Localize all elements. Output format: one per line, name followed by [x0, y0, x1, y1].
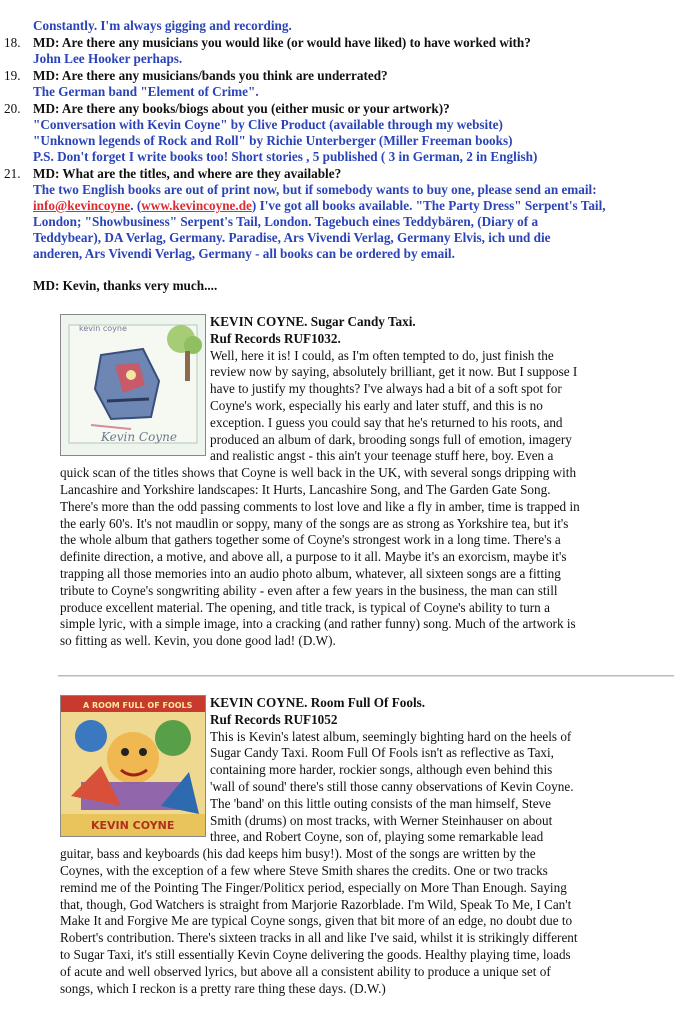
- review-label: Ruf Records RUF1052: [210, 711, 338, 727]
- answer-text: Teddybear), DA Verlag, Germany. Paradise, Ars Vivendi Verlag, Germany Elvis, ich und die: [33, 230, 551, 245]
- closing-thanks: MD: Kevin, thanks very much....: [33, 278, 218, 293]
- question-number: 18.: [4, 35, 21, 50]
- question-text: MD: Are there any books/biogs about you (either music or your artwork)?: [33, 101, 450, 116]
- answer-text: John Lee Hooker perhaps.: [33, 51, 183, 66]
- answer-text: London; "Showbusiness" Serpent's Tail, London. Tagebuch eines Teddybären, (Diary of a: [33, 214, 539, 229]
- answer-text: anderen, Ars Vivendi Verlag, Germany - all books can be ordered by email.: [33, 246, 455, 261]
- answer-text: The two English books are out of print now, but if somebody wants to buy one, please send an email:: [33, 182, 597, 197]
- website-link[interactable]: www.kevincoyne.de: [141, 198, 252, 213]
- album-cover-sugar-candy-taxi: [60, 314, 206, 456]
- album-cover-room-full-of-fools: [60, 695, 206, 837]
- answer-text: . (: [130, 198, 142, 213]
- answer-text: ) I've got all books available. "The Party Dress" Serpent's Tail,: [251, 198, 606, 213]
- cover-lettering: Kevin Coyne: [101, 430, 177, 444]
- review-body: This is Kevin's latest album, seemingly bighting hard on the heels of Sugar Candy Taxi. Room Full Of Fools isn't as reflective as Taxi, containing more harder, rockier songs, although even behind this 'wall of sound' there's still those canny observations of Kevin Coyne. The 'band' on this little outing consists of the man himself, Steve Smith (drums) on most tracks, with Werner Steinhauser on about three, and Robert Coyne, son of, playing some remarkable lead guitar, bass and keyboards (his dad keeps him busy!). Most of the songs are written by the Coynes, with the exception of a few where Steve Smith shares the credits. One or two tracks remind me of the Pointing The Finger/Politicx period, especially on More Than Enough. Saying that, though, God Watchers is straight from Marjorie Razorblade. I'm Wild, Speak To Me, I Can't Make It and Forgive Me are typical Coyne songs, given that bit more of an edge, no doubt due to Robert's contribution. There's sixteen tracks in all and like I've said, whilst it is strikingly different to Sugar Taxi, it's still essentially Kevin Coyne delivering the goods. Healthy playing time, loads of acute and well observed lyrics, but above all a consistent ability to produce a unique set of songs, which I reckon is a pretty rare thing these days. (D.W.): [60, 728, 578, 996]
- album-cover-art: [61, 696, 205, 836]
- question-number: 20.: [4, 101, 21, 116]
- question-number: 21.: [4, 166, 21, 181]
- answer-text-with-links: [33, 198, 606, 214]
- question-text: MD: Are there any musicians/bands you think are underrated?: [33, 68, 388, 83]
- review-title: KEVIN COYNE. Room Full Of Fools.: [210, 695, 426, 710]
- divider: [58, 675, 674, 677]
- review-sugar-candy-taxi: [60, 314, 580, 650]
- answer-text: "Conversation with Kevin Coyne" by Clive Product (available through my website): [33, 117, 503, 132]
- question-text: MD: Are there any musicians you would like (or would have liked) to have worked with?: [33, 35, 531, 50]
- answer-text: P.S. Don't forget I write books too! Short stories , 5 published ( 3 in German, 2 in English): [33, 149, 538, 164]
- question-text: MD: What are the titles, and where are they available?: [33, 166, 342, 181]
- answer-text: "Unknown legends of Rock and Roll" by Richie Unterberger (Miller Freeman books): [33, 133, 513, 148]
- review-room-full-of-fools: [60, 695, 580, 997]
- cover-lettering: KEVIN COYNE: [91, 819, 175, 832]
- intro-answer: Constantly. I'm always gigging and recording.: [33, 18, 292, 33]
- review-label: Ruf Records RUF1032.: [210, 330, 341, 346]
- answer-text: The German band "Element of Crime".: [33, 84, 259, 99]
- cover-lettering: kevin coyne: [79, 324, 127, 333]
- review-title: KEVIN COYNE. Sugar Candy Taxi.: [210, 314, 416, 329]
- review-body: Well, here it is! I could, as I'm often tempted to do, just finish the review now by saying, absolutely brilliant, get it now. But I suppose I have to justify my thoughts? I've always had a bit of a soft spot for Coyne's work, especially his early and later stuff, and this is no exception. I guess you could say that he's returned to his roots, and produced an album of dark, brooding songs full of emotion, imagery and realistic angst - this ain't your teenage stuff here, boy. Even a quick scan of the titles shows that Coyne is well back in the UK, with several songs dripping with Lancashire and Yorkshire landscapes: It Hurts, Lancashire Song, and The Garden Gate Song. There's more than the odd passing comments to lost love and like a fly in amber, time is trapped in the early 60's. It's not maudlin or soppy, many of the songs are as strong as Yorkshire tea, but it's the whole album that gathers together some of Coyne's strongest work in a long time. There's a definite direction, a motive, and above all, a purpose to it all. Maybe it's an exorcism, maybe it's trapping all those memories into an audio photo album, whatever, all sixteen songs are a fitting tribute to Coyne's songwriting ability - even after a few years in the business, the man can still produce excellent material. The opening, and title track, is typical of Coyne's ability to turn a simple lyric, with a simple image, into a cracking (and rather funny) song. Much of the artwork is so fitting as well. Kevin, you done good lad! (D.W).: [60, 347, 580, 649]
- cover-lettering: A ROOM FULL OF FOOLS: [83, 701, 193, 710]
- email-link[interactable]: info@kevincoyne: [33, 198, 131, 213]
- question-number: 19.: [4, 68, 21, 83]
